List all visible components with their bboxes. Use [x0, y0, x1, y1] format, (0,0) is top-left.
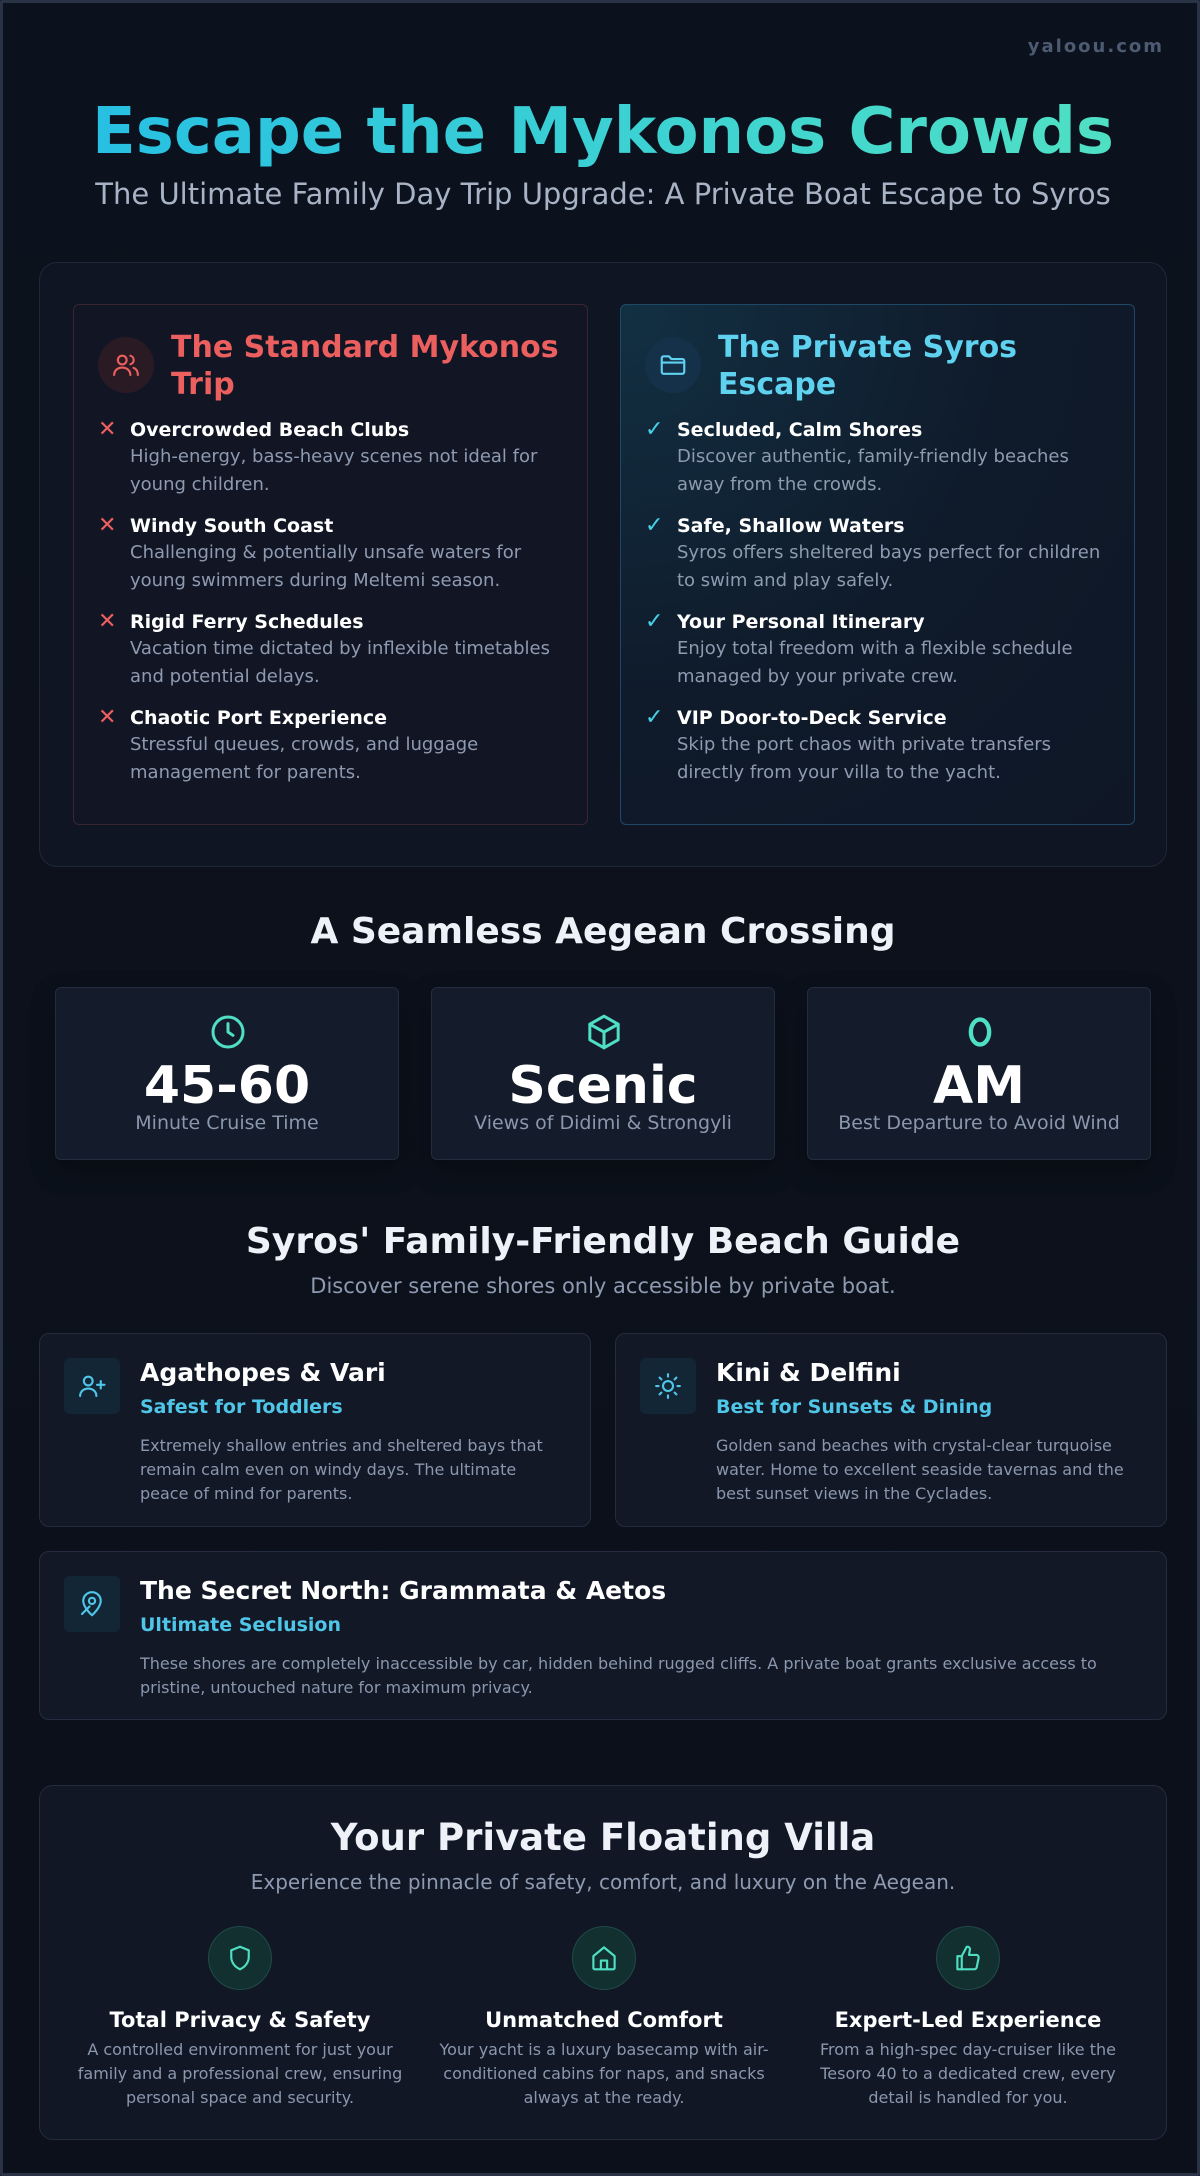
item-desc: Skip the port chaos with private transfers directly from your villa to the yacht. [677, 734, 1052, 783]
feature-expert [792, 1926, 1144, 2110]
standard-trip-card [73, 304, 588, 825]
item-title: Overcrowded Beach Clubs [130, 419, 410, 441]
feature-desc: Your yacht is a luxury basecamp with air-conditioned cabins for naps, and snacks always at the ready. [439, 2040, 769, 2107]
x-mark-icon: ✕ [98, 609, 117, 634]
item-desc: Vacation time dictated by inflexible timetables and potential delays. [130, 638, 550, 687]
stat-label: Minute Cruise Time [135, 1112, 319, 1134]
item-desc: Enjoy total freedom with a flexible schedule managed by your private crew. [677, 638, 1073, 687]
map-pin-icon [64, 1576, 120, 1632]
brand-watermark[interactable]: yaloou.com [1027, 36, 1164, 57]
ring-icon [960, 1012, 1000, 1052]
list-item [645, 609, 1134, 691]
cube-icon [584, 1012, 624, 1052]
thumbs-up-icon [936, 1926, 1000, 1990]
beach-title: Agathopes & Vari [140, 1358, 386, 1387]
shield-icon [208, 1926, 272, 1990]
feature-privacy [64, 1926, 416, 2110]
beach-card-secret-north [39, 1551, 1167, 1720]
beach-title: The Secret North: Grammata & Aetos [140, 1576, 667, 1605]
beach-desc: These shores are completely inaccessible by car, hidden behind rugged cliffs. A private boat grants exclusive access to pristine, untouched nature for maximum privacy. [140, 1654, 1097, 1697]
hero-subtitle: The Ultimate Family Day Trip Upgrade: A Private Boat Escape to Syros [95, 177, 1111, 211]
home-icon [572, 1926, 636, 1990]
villa-title: Your Private Floating Villa [330, 1816, 876, 1859]
users-icon [98, 337, 154, 393]
x-mark-icon: ✕ [98, 417, 117, 442]
item-desc: Stressful queues, crowds, and luggage management for parents. [130, 734, 479, 783]
item-title: Secluded, Calm Shores [677, 419, 923, 441]
item-desc: Challenging & potentially unsafe waters for young swimmers during Meltemi season. [130, 542, 522, 591]
beach-tag: Best for Sunsets & Dining [716, 1396, 993, 1418]
comparison-section [39, 262, 1167, 867]
x-mark-icon: ✕ [98, 513, 117, 538]
hero-title: Escape the Mykonos Crowds [92, 95, 1114, 169]
beach-desc: Golden sand beaches with crystal-clear turquoise water. Home to excellent seaside tavernas and the best sunset views in the Cyclades. [716, 1436, 1124, 1503]
stat-card-departure [807, 987, 1151, 1160]
feature-desc: A controlled environment for just your family and a professional crew, ensuring personal space and security. [77, 2040, 403, 2107]
feature-title: Unmatched Comfort [485, 2008, 723, 2032]
item-title: Chaotic Port Experience [130, 707, 388, 729]
check-icon: ✓ [645, 705, 664, 730]
list-item [98, 705, 587, 787]
stat-label: Views of Didimi & Strongyli [474, 1112, 732, 1134]
check-icon: ✓ [645, 417, 664, 442]
beach-tag: Ultimate Seclusion [140, 1614, 342, 1636]
clock-icon [208, 1012, 248, 1052]
list-item [98, 513, 587, 595]
list-item [98, 417, 587, 499]
sun-icon [640, 1358, 696, 1414]
list-item [645, 513, 1134, 595]
item-title: Windy South Coast [130, 515, 334, 537]
list-item [98, 609, 587, 691]
private-escape-title: The Private Syros Escape [718, 330, 1018, 402]
list-item [645, 417, 1134, 499]
stat-value: Scenic [508, 1056, 698, 1116]
stat-label: Best Departure to Avoid Wind [838, 1112, 1120, 1134]
folder-icon [645, 337, 701, 393]
item-title: Your Personal Itinerary [677, 611, 925, 633]
private-escape-list [645, 417, 1134, 787]
feature-title: Expert-Led Experience [834, 2008, 1102, 2032]
beach-guide-title: Syros' Family-Friendly Beach Guide [245, 1221, 961, 1262]
standard-trip-title: The Standard Mykonos Trip [171, 330, 559, 402]
user-plus-icon [64, 1358, 120, 1414]
check-icon: ✓ [645, 609, 664, 634]
item-title: Rigid Ferry Schedules [130, 611, 364, 633]
stat-card-scenic [431, 987, 775, 1160]
crossing-title: A Seamless Aegean Crossing [310, 911, 896, 952]
list-item [645, 705, 1134, 787]
item-desc: Discover authentic, family-friendly beaches away from the crowds. [677, 446, 1069, 495]
x-mark-icon: ✕ [98, 705, 117, 730]
check-icon: ✓ [645, 513, 664, 538]
item-title: VIP Door-to-Deck Service [677, 707, 947, 729]
feature-comfort [428, 1926, 780, 2110]
feature-title: Total Privacy & Safety [109, 2008, 371, 2032]
beach-card-kini [615, 1333, 1167, 1527]
beach-guide-subtitle: Discover serene shores only accessible by private boat. [310, 1274, 896, 1298]
private-escape-card [620, 304, 1135, 825]
beach-desc: Extremely shallow entries and sheltered bays that remain calm even on windy days. The ultimate peace of mind for parents. [140, 1436, 543, 1503]
beach-title: Kini & Delfini [716, 1358, 901, 1387]
beach-tag: Safest for Toddlers [140, 1396, 343, 1418]
item-title: Safe, Shallow Waters [677, 515, 905, 537]
feature-desc: From a high-spec day-cruiser like the Tesoro 40 to a dedicated crew, every detail is handled for you. [820, 2040, 1116, 2107]
stat-value: AM [933, 1056, 1025, 1116]
item-desc: Syros offers sheltered bays perfect for children to swim and play safely. [677, 542, 1101, 591]
villa-subtitle: Experience the pinnacle of safety, comfort, and luxury on the Aegean. [250, 1870, 956, 1894]
beach-card-agathopes [39, 1333, 591, 1527]
item-desc: High-energy, bass-heavy scenes not ideal for young children. [130, 446, 538, 495]
floating-villa-section [39, 1785, 1167, 2140]
standard-trip-list [98, 417, 587, 787]
stat-card-cruise-time [55, 987, 399, 1160]
stat-value: 45-60 [143, 1056, 311, 1116]
